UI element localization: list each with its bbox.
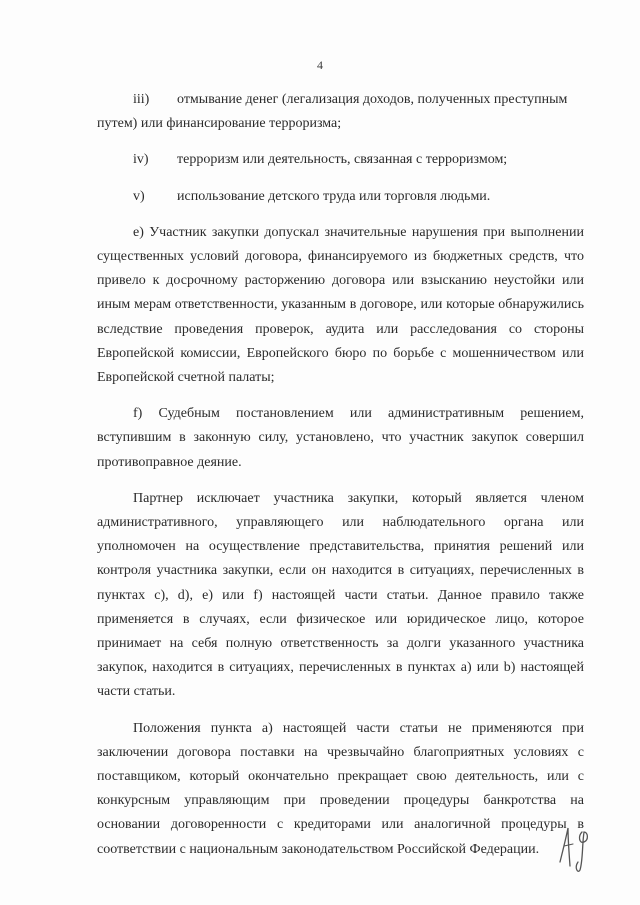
list-item-iv	[97, 148, 584, 172]
list-item-v	[97, 185, 584, 209]
list-marker: iii)	[133, 92, 150, 107]
list-marker: v)	[133, 188, 145, 204]
list-item-text: использование детского труда или торговля людьми.	[177, 188, 491, 204]
document-body	[97, 88, 584, 862]
paragraph-partner: Партнер исключает участника закупки, который является членом административного, управляющего или наблюдательного органа или уполномочен на осуществление представительства, принятия решений или контроля участника закупки, если он находится в ситуациях, перечисленных в пунктах с), d), е) или f) настоящей части статьи. Данное правило также применяется в случаях, если физическое или юридическое лицо, которое принимает на себя полную ответственность за долги указанного участника закупок, находится в ситуациях, перечисленных в пунктах а) или b) настоящей части статьи.	[97, 490, 584, 700]
paragraph-provisions: Положения пункта а) настоящей части статьи не применяются при заключении договора поставки на чрезвычайно благоприятных условиях с поставщиком, который окончательно прекращает свою деятельность, или с конкурсным управляющим при проведении процедуры банкротства на основании договоренности с кредиторами или аналогичной процедуры в соответствии с национальным законодательством Российской Федерации.	[97, 720, 584, 857]
paragraph-e: е) Участник закупки допускал значительные нарушения при выполнении существенных условий договора, финансируемого из бюджетных средств, что привело к досрочному расторжению договора или взысканию неустойки или иным мерам ответственности, указанным в договоре, или которые обнаружились вследствие проведения проверок, аудита или расследования со стороны Европейской комиссии, Европейского бюро по борьбе с мошенничеством или Европейской счетной палаты;	[97, 224, 584, 386]
list-marker: iv)	[133, 152, 149, 168]
handwritten-initials	[554, 822, 598, 874]
page-number: 4	[317, 58, 323, 72]
list-item-text: терроризм или деятельность, связанная с терроризмом;	[177, 152, 508, 168]
paragraph-f: f) Судебным постановлением или административным решением, вступившим в законную силу, установлено, что участник закупок совершил противоправное деяние.	[97, 406, 584, 470]
list-item-iii	[97, 88, 584, 112]
list-item-text: отмывание денег (легализация доходов, полученных преступным	[177, 92, 568, 107]
list-item-continuation: путем) или финансирование терроризма;	[97, 116, 342, 132]
